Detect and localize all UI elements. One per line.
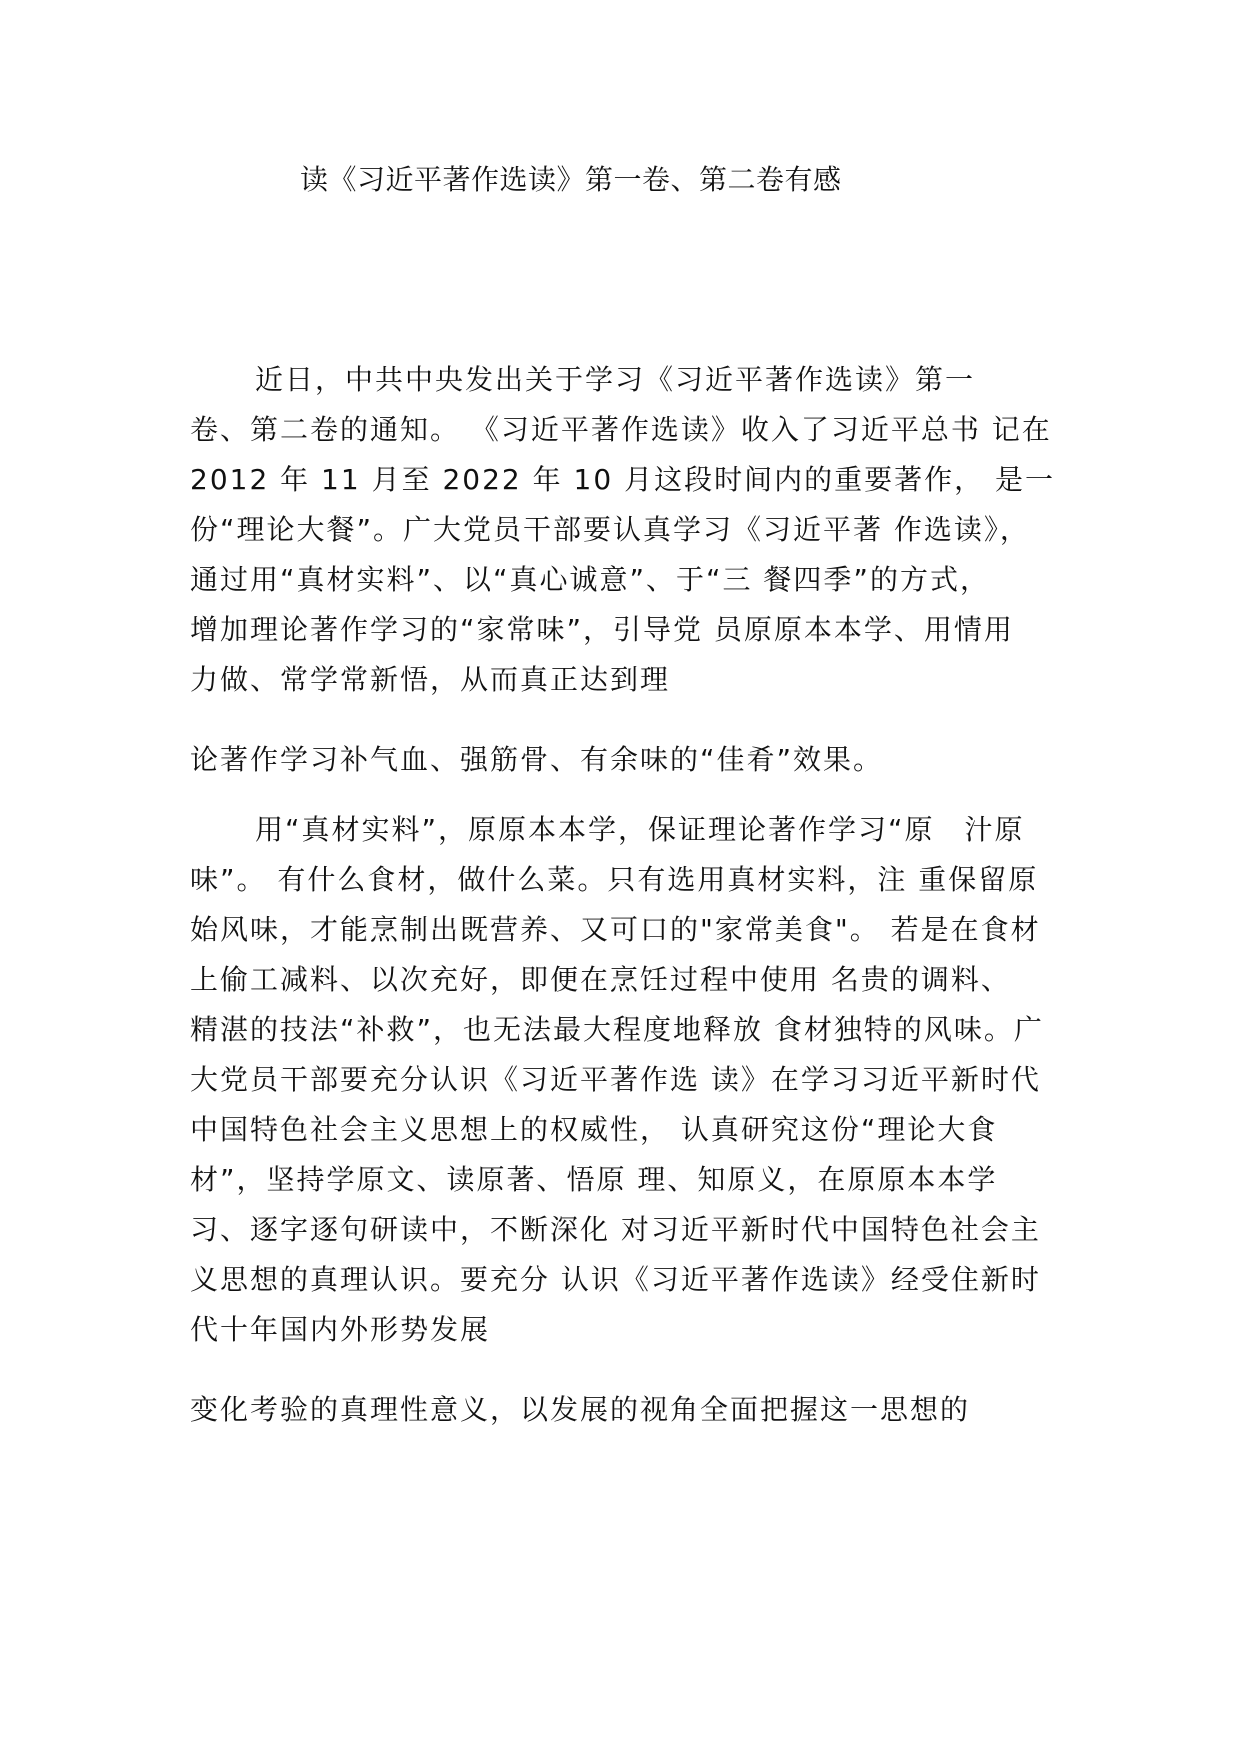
text-line: 上偷工减料、以次充好，即便在烹饪过程中使用 名贵的调料、 (190, 963, 1011, 996)
text-line: 大党员干部要充分认识《习近平著作选 读》在学习习近平新时代 (190, 1063, 1041, 1096)
text-line: 习、逐字逐句研读中，不断深化 对习近平新时代中国特色社会主 (190, 1213, 1041, 1246)
text-line: 份“理论大餐”。广大党员干部要认真学习《习近平著 作选读》， (190, 513, 1030, 546)
text-line: 力做、常学常新悟，从而真正达到理 (190, 663, 671, 696)
text-line: 2012 年 11 月至 2022 年 10 月这段时间内的重要著作， 是一 (190, 463, 1055, 496)
text-line: 精湛的技法“补救”，也无法最大程度地释放 食材独特的风味。广 (190, 1013, 1044, 1046)
text-line: 论著作学习补气血、强筋骨、有余味的“佳肴”效果。 (190, 743, 884, 776)
text-line: 近日，中共中央发出关于学习《习近平著作选读》第一 (255, 363, 976, 396)
text-line: 通过用“真材实料”、以“真心诚意”、于“三 餐四季”的方式， (190, 563, 990, 596)
text-line: 用“真材实料”，原原本本学，保证理论著作学习“原 汁原 (255, 813, 1025, 846)
text-line: 增加理论著作学习的“家常味”，引导党 员原原本本学、用情用 (190, 613, 1014, 646)
text-line: 变化考验的真理性意义，以发展的视角全面把握这一思想的 (190, 1393, 971, 1426)
text-line: 味”。 有什么食材，做什么菜。只有选用真材实料，注 重保留原 (190, 863, 1039, 896)
text-line: 中国特色社会主义思想上的权威性， 认真研究这份“理论大食 (190, 1113, 998, 1146)
text-line: 始风味，才能烹制出既营养、又可口的"家常美食"。 若是在食材 (190, 913, 1041, 946)
text-line: 代十年国内外形势发展 (190, 1313, 491, 1346)
text-line: 材”，坚持学原文、读原著、悟原 理、知原义，在原原本本学 (190, 1163, 998, 1196)
text-line: 义思想的真理认识。要充分 认识《习近平著作选读》经受住新时 (190, 1263, 1041, 1296)
text-line: 卷、第二卷的通知。 《习近平著作选读》收入了习近平总书 记在 (190, 413, 1052, 446)
document-title: 读《习近平著作选读》第一卷、第二卷有感 (300, 163, 842, 196)
